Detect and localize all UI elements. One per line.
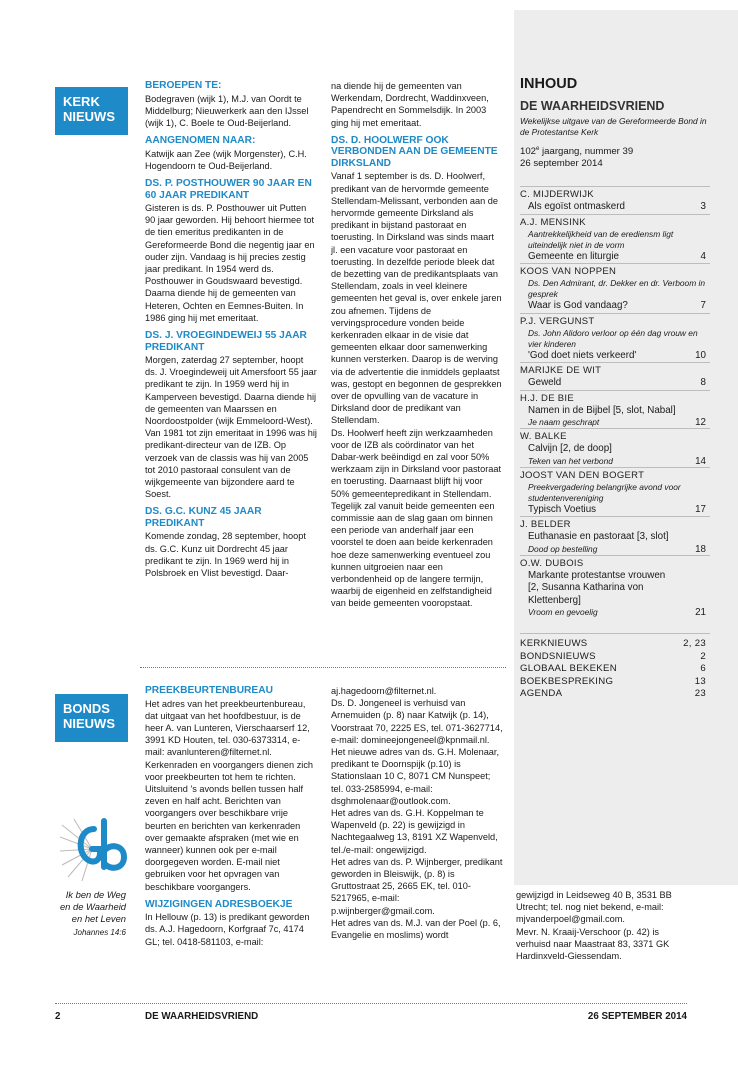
toc-article-title: Namen in de Bijbel [5, slot, Nabal]	[528, 404, 676, 416]
toc-article-title: Gemeente en liturgie	[528, 250, 619, 262]
jaargang-sup: e	[536, 146, 540, 152]
toc-article[interactable]	[520, 377, 710, 390]
jaargang	[520, 143, 710, 158]
heading-posthouwer: DS. P. POSTHOUWER 90 JAAR EN 60 JAAR PREDIKANT	[145, 178, 312, 201]
toc-page-number: 14	[695, 455, 706, 467]
toc-article-title: Waar is God vandaag?	[528, 300, 628, 312]
section-page: 6	[700, 663, 706, 675]
heading-aangenomen: AANGENOMEN NAAR:	[145, 135, 256, 147]
paragraph-hoolwerf-2: Ds. Hoolwerf heeft zijn werkzaamheden voor de IZB als coördinator van het Dabar-werk beëindigd en zal voor 50% werkzaam zijn in Dirksland voor pastoraat en toerusting. Daarnaast blijft hij voor 50% gemeentepredikant in Stellendam. Tegelijk zal vanuit beide gemeenten een commissie aan de slag gaan om binnen een periode van anderhalf jaar een voorstel te doen aan beide kerkenraden hoe deze samenwerking eventueel zou kunnen uitgroeien naar een verbondenheid op de langere termijn, waarbij de eigenheid en zelfstandigheid van beide gemeenten vooropstaat.	[331, 427, 502, 609]
toc-page-number: 8	[700, 377, 706, 389]
toc-article[interactable]	[520, 350, 710, 363]
section-link[interactable]	[520, 676, 710, 689]
bonds-nieuws-tag	[55, 694, 128, 742]
paragraph-molenaar: Het nieuwe adres van ds. G.H. Molenaar, predikant te Doornspijk (p.10) is Stationslaan 10 C, 8071 CM Nunspeet; tel. 033-2585994, e-mail: dsghmolenaar@outlook.com.	[331, 747, 500, 806]
bondsnieuws-column-1	[145, 685, 317, 948]
toc-article[interactable]	[520, 201, 710, 214]
magazine-title: DE WAARHEIDSVRIEND	[520, 99, 665, 113]
paragraph-jongeneel: Ds. D. Jongeneel is verhuisd van Arnemuiden (p. 8) naar Katwijk (p. 14), Voorstraat 70, 2225 ES, tel. 071-3627714, e-mail: domineejongeneel@kpnmail.nl.	[331, 698, 503, 745]
toc-article[interactable]	[520, 405, 710, 418]
bible-quote	[40, 889, 126, 939]
toc-subtitle-text: Teken van het verbond	[528, 455, 613, 466]
paragraph-wijnberger: Het adres van ds. P. Wijnberger, predikant geworden in Bleiswijk, (p. 8) is Gruttostraat 25, 2665 EK, tel. 010-5217965, e-mail: p.wijnberger@gmail.com.	[331, 856, 503, 916]
toc-article-title: Als egoïst ontmaskerd	[528, 201, 625, 213]
footer-divider	[55, 1003, 687, 1004]
quote-line-2: en de Waarheid	[59, 901, 126, 912]
toc-author: H.J. DE BIE	[520, 390, 710, 405]
paragraph-hoolwerf-1: Vanaf 1 september is ds. D. Hoolwerf, predikant van de hervormde gemeente Stellendam-Melissant, verbonden aan de hervormde gemeente Dirksland als predikant in bijstand pastoraat en toerusting. In Dirksland was sinds maart jl. een vacature voor pastoraat en toerusting. In dezelfde periode bleek dat de bezetting van de predikantsplaats van Stellendam, zoals in veel kleinere gemeenten het geval is, over enkele jaren zou afnemen. Tijdens de vervingsprocedure vonden beide kerkenraden elkaar in de visie dat gemeenten elkaar door samenwerking kunnen versterken. Daarop is de werving via de advertentie die inmiddels geplaatst was, gestopt en begonnen de gesprekken over de opvulling van de vacature in Dirksland door de predikant van Stellendam.	[331, 171, 502, 426]
heading-preekbeurtenbureau: PREEKBEURTENBUREAU	[145, 685, 273, 696]
heading-beroepen: BEROEPEN TE:	[145, 80, 222, 91]
bonds-tag-line2: NIEUWS	[63, 716, 115, 731]
toc-author: C. MIJDERWIJK	[520, 186, 710, 201]
toc-page-number: 21	[695, 607, 706, 619]
heading-kunz: DS. G.C. KUNZ 45 JAAR PREDIKANT	[145, 506, 262, 529]
toc-subtitle-text: Vroom en gevoelig	[528, 607, 598, 618]
section-title: AGENDA	[520, 688, 563, 700]
toc-page-number: 12	[695, 417, 706, 429]
paragraph-posthouwer: Gisteren is ds. P. Posthouwer uit Putten 90 jaar geworden. Hij behoort hiermee tot de tien emeritus predikanten in de Gereformeerde Bond die negentig jaar en ouder zijn. Vandaag is hij precies zestig jaar predikant. In 1954 werd ds. Posthouwer in Goudswaard bevestigd. Daarna diende hij de gemeenten van Heteren, Ochten en Eemnes-Buiten. In 1986 ging hij met emeritaat.	[145, 203, 315, 323]
heading-adresboekje: WIJZIGINGEN ADRESBOEKJE	[145, 898, 293, 910]
toc-author: J. BELDER	[520, 516, 710, 531]
toc-article[interactable]	[520, 300, 710, 313]
toc-author: KOOS VAN NOPPEN	[520, 263, 710, 278]
toc-subtitle: Ds. Den Admirant, dr. Dekker en dr. Verboom in gesprek	[528, 278, 706, 300]
toc-article-subtitle[interactable]	[520, 544, 710, 555]
paragraph-kunz: Komende zondag, 28 september, hoopt ds. G.C. Kunz uit Dordrecht 45 jaar predikant te zijn. In 1969 werd hij in Polsbroek en Vlist bevestigd. Daar-	[145, 531, 306, 579]
paragraph-van-der-poel: Het adres van ds. M.J. van der Poel (p. 6, Evangelie en moslims) wordt	[331, 917, 501, 941]
bonds-tag-line1: BONDS	[63, 701, 110, 716]
toc-article[interactable]	[520, 504, 710, 517]
toc-article-title: 'God doet niets verkeerd'	[528, 349, 637, 361]
heading-vroegindeweij: DS. J. VROEGINDEWEIJ 55 JAAR PREDIKANT	[145, 330, 307, 353]
paragraph-koppelman: Het adres van ds. G.H. Koppelman te Wapenveld (p. 22) is gewijzigd in Nachtegaalweg 13, 8191 XZ Wapenveld, tel./e-mail: ongewijzigd.	[331, 808, 498, 855]
toc-subtitle-text: Dood op bestelling	[528, 543, 598, 554]
toc-page-number: 18	[695, 543, 706, 555]
section-link[interactable]	[520, 651, 710, 664]
toc-article-title: Calvijn [2, de doop]	[528, 443, 612, 455]
kerk-nieuws-tag	[55, 87, 128, 135]
quote-reference: Johannes 14:6	[73, 928, 126, 937]
section-page: 2, 23	[683, 638, 706, 650]
magazine-subtitle: Wekelijkse uitgave van de Gereformeerde Bond in de Protestantse Kerk	[520, 116, 707, 137]
toc-article-title: Markante protestantse vrouwen [2, Susanna Katharina von Klettenberg]	[528, 569, 666, 606]
paragraph-preekbeurtenbureau: Het adres van het preekbeurtenbureau, dat uitgaat van het hoofdbestuur, is de heer A. van Lunteren, Vierschaarserf 12, 3991 KD Houten, tel. 030-6373314, e-mail: avanlunteren@filternet.nl. Kerkenraden en voorgangers dienen zich voor preekbeurten tot hem te richten. Uitsluitend 's avonds bellen tussen half zeven en half acht. Berichten van voorgangers over beschikbare vrije beurten en berichten van kerkenraden over gemaakte afspraken (met wie en wanneer) kunnen ook per e-mail doorgegeven worden. E-mail niet gebruiken voor het opvragen van beschikbare voorgangers.	[145, 698, 314, 892]
toc-author: P.J. VERGUNST	[520, 313, 710, 328]
kerknieuws-column-2	[331, 80, 503, 610]
heading-hoolwerf: DS. D. HOOLWERF OOK VERBONDEN AAN DE GEMEENTE DIRKSLAND	[331, 134, 498, 169]
quote-line-3: en het Leven	[71, 913, 126, 924]
inhoud-content	[520, 76, 710, 701]
section-divider	[140, 667, 506, 668]
toc-page-number: 17	[695, 503, 706, 515]
toc-subtitle: Ds. John Alidoro verloor op één dag vrouw en vier kinderen	[528, 327, 698, 349]
toc-subtitle: Preekvergadering belangrijke avond voor studentenvereniging	[528, 481, 681, 503]
toc-author: O.W. DUBOIS	[520, 555, 710, 570]
quote-line-1: Ik ben de Weg	[65, 889, 126, 900]
inhoud-title: INHOUD	[520, 76, 578, 92]
paragraph-kunz-cont: na diende hij de gemeenten van Werkendam, Dordrecht, Waddinxveen, Papendrecht en Sommelsdijk. In 2003 ging hij met emeritaat.	[331, 81, 489, 128]
paragraph-vroegindeweij: Morgen, zaterdag 27 september, hoopt ds. J. Vroegindeweij uit Amersfoort 55 jaar predikant te zijn. In 1959 werd hij in Kamperveen bevestigd. Daarna diende hij de gemeenten van Maarssen en Noordoostpolder (wijk Emmeloord-West). Van 1981 tot zijn emeritaat in 1996 was hij predikant-directeur van de IZB. Op verzoek van de classis was hij van 2005 tot 2010 pastoraal consulent van de wijkgemeente van bijzondere aard te Soest.	[145, 355, 317, 500]
toc-article-subtitle[interactable]	[520, 417, 710, 428]
paragraph-beroepen: Bodegraven (wijk 1), M.J. van Oordt te Middelburg; Nieuwerkerk aan den IJssel (wijk 1), C. Boele te Oud-Beijerland.	[145, 93, 309, 128]
paragraph-aangenomen: Katwijk aan Zee (wijk Morgenster), C.H. Hogendoorn te Oud-Beijerland.	[145, 148, 307, 171]
toc-page-number: 4	[700, 250, 706, 262]
toc-page-number: 3	[700, 201, 706, 213]
toc-author: A.J. MENSINK	[520, 214, 710, 229]
section-title: KERKNIEUWS	[520, 638, 588, 650]
paragraph-poel-cont: gewijzigd in Leidseweg 40 B, 3531 BB Utrecht; tel. nog niet bekend, e-mail: mjvanderpoel@gmail.com.	[516, 890, 672, 925]
paragraph-hagedoorn-email: aj.hagedoorn@filternet.nl.	[331, 686, 437, 696]
section-page: 13	[694, 675, 706, 687]
toc-article[interactable]	[520, 531, 710, 544]
sections-list	[520, 633, 710, 701]
section-link[interactable]	[520, 638, 710, 651]
page-number: 2	[55, 1011, 61, 1022]
issue-date: 26 september 2014	[520, 158, 603, 170]
footer-date: 26 SEPTEMBER 2014	[587, 1011, 687, 1022]
bondsnieuws-column-2	[331, 685, 503, 941]
kerknieuws-column-1	[145, 80, 317, 579]
toc-author: JOOST VAN DEN BOGERT	[520, 467, 710, 482]
toc-article-title: Euthanasie en pastoraat [3, slot]	[528, 531, 669, 543]
section-link[interactable]	[520, 688, 710, 701]
gb-logo	[60, 815, 130, 883]
toc-author: MARIJKE DE WIT	[520, 362, 710, 377]
kerk-tag-line1: KERK	[63, 94, 100, 109]
paragraph-hellouw: In Hellouw (p. 13) is predikant geworden ds. A.J. Hagedoorn, Korfgraaf 7c, 4174 GL; tel. 0418-581103, e-mail:	[145, 912, 310, 947]
jaargang-number: 102	[520, 146, 537, 158]
toc-article-title: Geweld	[528, 377, 562, 389]
toc-article[interactable]	[520, 570, 710, 608]
section-page: 23	[694, 688, 706, 700]
toc-author: W. BALKE	[520, 428, 710, 443]
kerk-tag-line2: NIEUWS	[63, 109, 115, 124]
toc-subtitle-text: Je naam geschrapt	[528, 417, 600, 428]
footer-title: DE WAARHEIDSVRIEND	[145, 1011, 259, 1022]
toc-article-subtitle[interactable]	[520, 456, 710, 467]
jaargang-rest: jaargang, nummer 39	[539, 146, 634, 158]
section-title: GLOBAAL BEKEKEN	[520, 663, 617, 675]
toc-article[interactable]	[520, 251, 710, 264]
section-link[interactable]	[520, 663, 710, 676]
toc-article-title: Typisch Voetius	[528, 503, 597, 515]
toc-article-subtitle[interactable]	[520, 607, 710, 618]
toc-subtitle: Aantrekkelijkheid van de erediensт ligt uiteindelijk niet in de vorm	[528, 228, 674, 250]
section-page: 2	[700, 650, 706, 662]
toc-list	[520, 186, 710, 618]
toc-page-number: 7	[700, 300, 706, 312]
section-title: BONDSNIEUWS	[520, 650, 596, 662]
paragraph-kraaij: Mevr. N. Kraaij-Verschoor (p. 42) is verhuisd naar Maastraat 83, 3371 GK Hardinxveld-Giessendam.	[516, 926, 670, 962]
section-title: BOEKBESPREKING	[520, 675, 614, 687]
toc-page-number: 10	[695, 349, 706, 361]
toc-article[interactable]	[520, 443, 710, 456]
bondsnieuws-column-3	[516, 889, 696, 962]
